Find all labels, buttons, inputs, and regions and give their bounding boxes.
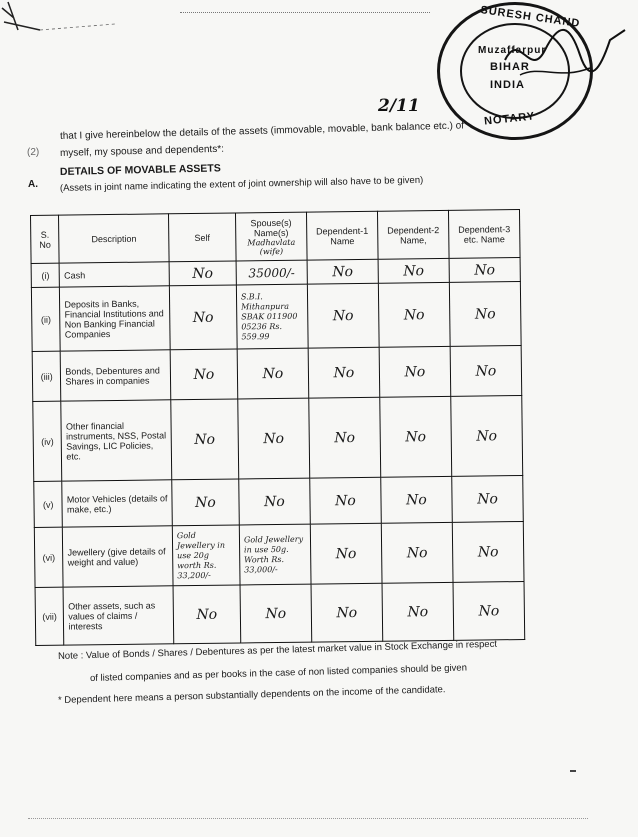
row-sno: (vii) xyxy=(35,587,64,645)
row-description: Cash xyxy=(59,262,169,287)
row-sno: (iv) xyxy=(33,401,62,481)
page-number: 2/11 xyxy=(378,96,420,116)
table-row xyxy=(32,346,522,402)
row-dependent-1: No xyxy=(307,259,378,284)
row-dependent-2: No xyxy=(381,476,453,523)
table-row xyxy=(34,475,524,527)
signature xyxy=(500,20,630,90)
row-self: No xyxy=(170,349,238,400)
row-dependent-3: No xyxy=(450,346,522,397)
row-description: Other financial instruments, NSS, Postal Savings, LIC Policies, etc. xyxy=(61,400,172,481)
table-row xyxy=(31,282,521,352)
row-spouse: Gold Jewellery in use 50g. Worth Rs. 33,000/- xyxy=(239,524,311,585)
row-dependent-3: No xyxy=(452,475,524,522)
row-sno: (i) xyxy=(31,263,60,287)
row-self: No xyxy=(169,261,236,286)
stamp-country: INDIA xyxy=(490,79,525,91)
row-dependent-2: No xyxy=(382,582,454,641)
row-dependent-3: No xyxy=(452,521,524,582)
row-spouse: No xyxy=(239,478,311,525)
header-dependent-3: Dependent-3 etc. Name xyxy=(448,210,520,259)
row-dependent-3: No xyxy=(449,282,521,347)
scan-mark xyxy=(570,770,576,772)
row-dependent-2: No xyxy=(378,258,449,283)
row-dependent-2: No xyxy=(379,346,451,397)
row-self: No xyxy=(173,585,241,644)
note-line-2: of listed companies and as per books in the case of non listed companies should be given xyxy=(89,662,468,684)
header-description: Description xyxy=(59,214,169,263)
row-sno: (ii) xyxy=(31,287,60,351)
row-dependent-3: No xyxy=(453,581,525,640)
row-dependent-2: No xyxy=(381,522,453,583)
header-dependent-1: Dependent-1 Name xyxy=(306,211,378,260)
row-sno: (vi) xyxy=(34,527,63,587)
row-self: No xyxy=(169,285,237,350)
row-description: Deposits in Banks, Financial Institutions and Non Banking Financial Companies xyxy=(60,286,170,351)
intro-line-1: that I give hereinbelow the details of the assets (immovable, movable, bank balance etc.) of xyxy=(59,120,465,142)
row-self: No xyxy=(171,399,239,480)
row-dependent-2: No xyxy=(378,282,450,347)
row-dependent-3: No xyxy=(451,396,523,477)
row-dependent-2: No xyxy=(380,396,452,477)
top-edge-line xyxy=(180,12,430,13)
row-spouse: 35000/- xyxy=(236,260,307,285)
row-dependent-3: No xyxy=(449,258,520,283)
row-self: No xyxy=(172,479,240,526)
note-line-1: Note : Value of Bonds / Shares / Debentures as per the latest market value in Stock Exchange in respect xyxy=(57,638,498,662)
table-row xyxy=(34,521,524,587)
header-spouse-handwritten: Madhavlata (wife) xyxy=(247,237,296,256)
row-dependent-1: No xyxy=(309,397,381,478)
row-description: Motor Vehicles (details of make, etc.) xyxy=(62,480,172,527)
table-row xyxy=(35,581,525,645)
row-sno: (iii) xyxy=(32,351,61,401)
intro-number: (2) xyxy=(27,147,40,158)
stamp-state: BIHAR xyxy=(490,61,530,73)
row-dependent-1: No xyxy=(310,477,382,524)
stamp-top-text: SURESH CHAND xyxy=(479,4,581,30)
header-spouse-label: Spouse(s) Name(s) xyxy=(250,217,292,238)
row-dependent-1: No xyxy=(307,283,379,348)
stamp-bottom-text: NOTARY xyxy=(483,110,536,128)
section-title: DETAILS OF MOVABLE ASSETS xyxy=(59,162,221,178)
row-description: Other assets, such as values of claims / interests xyxy=(63,586,173,645)
row-self: Gold Jewellery in use 20g worth Rs. 33,200/- xyxy=(172,525,240,586)
row-dependent-1: No xyxy=(310,523,382,584)
row-spouse: No xyxy=(238,398,310,479)
bottom-edge-line xyxy=(28,818,588,819)
header-spouse xyxy=(235,212,307,261)
row-description: Bonds, Debentures and Shares in companies xyxy=(61,350,171,401)
row-dependent-1: No xyxy=(311,583,383,642)
stamp-city: Muzaffarpur xyxy=(478,45,547,56)
header-self: Self xyxy=(168,213,236,262)
section-subtitle: (Assets in joint name indicating the extent of joint ownership will also have to be given) xyxy=(59,174,424,194)
row-spouse: S.B.I. Mithanpura SBAK 011900 05236 Rs. 559.99 xyxy=(236,284,308,349)
header-sno: S. No xyxy=(31,215,60,263)
row-description: Jewellery (give details of weight and value) xyxy=(63,526,173,587)
corner-mark xyxy=(0,0,120,40)
row-spouse: No xyxy=(237,348,309,399)
row-spouse: No xyxy=(240,584,312,643)
table-header-row xyxy=(31,210,521,264)
row-sno: (v) xyxy=(34,481,63,527)
table-row xyxy=(33,396,523,482)
section-letter: A. xyxy=(28,179,38,190)
movable-assets-table xyxy=(30,209,525,646)
intro-line-2: myself, my spouse and dependents*: xyxy=(59,143,225,159)
header-dependent-2: Dependent-2 Name, xyxy=(377,210,449,259)
row-dependent-1: No xyxy=(308,347,380,398)
note-line-3: * Dependent here means a person substantially dependents on the income of the candidate. xyxy=(57,684,446,706)
